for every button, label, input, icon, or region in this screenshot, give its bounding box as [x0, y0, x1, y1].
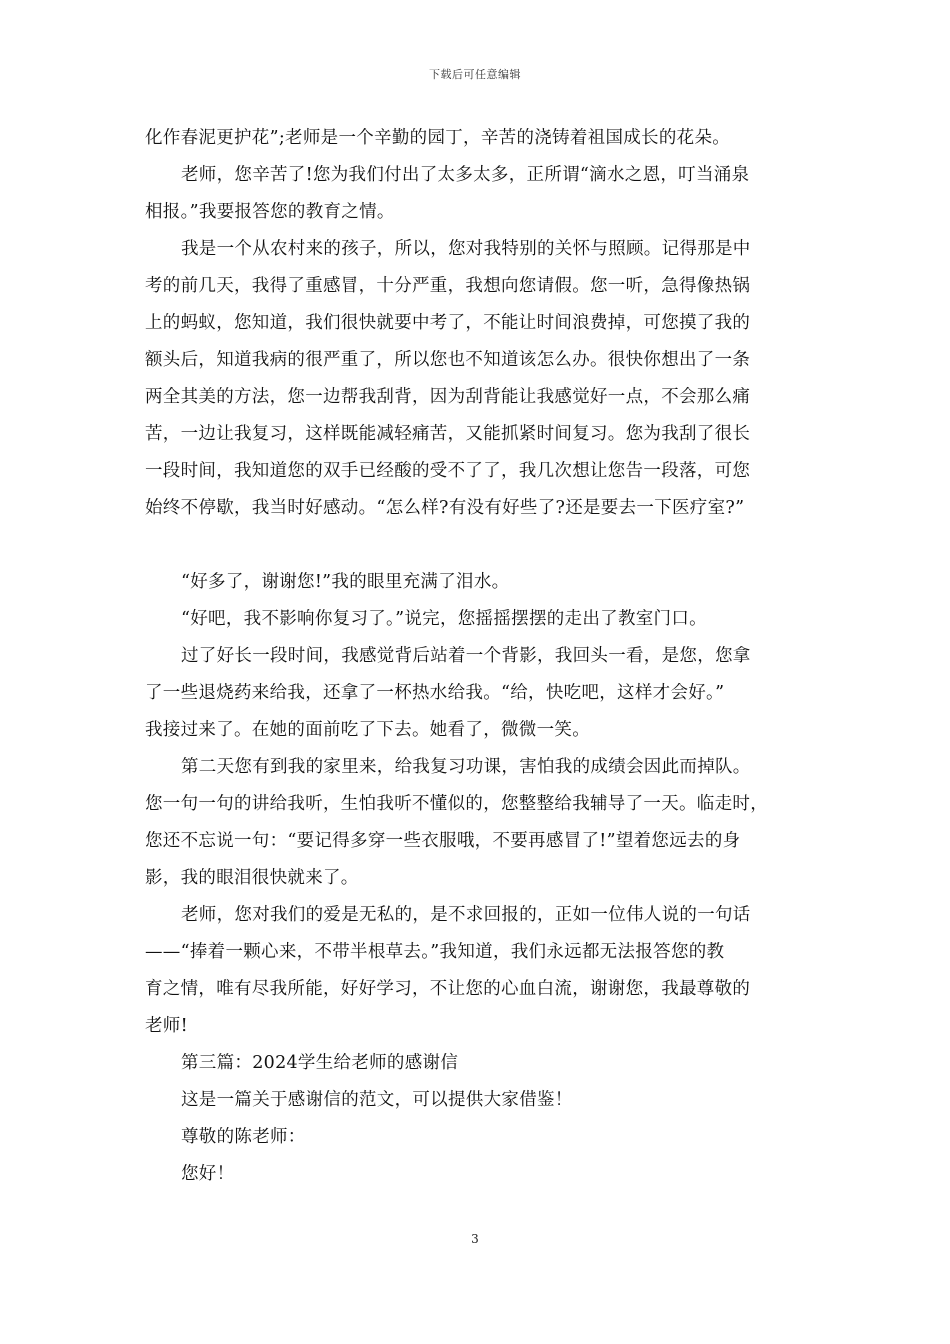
text-line: ——“捧着一颗心来，不带半根草去。”我知道，我们永远都无法报答您的教 [145, 942, 725, 962]
text-line: 过了好长一段时间，我感觉背后站着一个背影，我回头一看，是您，您拿 [181, 646, 751, 666]
paragraph [145, 1119, 810, 1156]
paragraph-gap [145, 527, 810, 564]
text-line: 我接过来了。在她的面前吃了下去。她看了，微微一笑。 [145, 720, 590, 740]
text-line: 化作春泥更护花”;老师是一个辛勤的园丁，辛苦的浇铸着祖国成长的花朵。 [145, 128, 731, 148]
text-line: 第三篇：2024学生给老师的感谢信 [181, 1053, 459, 1073]
paragraph [145, 1045, 810, 1082]
text-line: “好多了，谢谢您!”我的眼里充满了泪水。 [181, 572, 510, 592]
text-line: 相报。”我要报答您的教育之情。 [145, 202, 395, 222]
paragraph [145, 638, 810, 749]
text-line: 第二天您有到我的家里来，给我复习功课，害怕我的成绩会因此而掉队。 [181, 757, 751, 777]
text-line: 育之情，唯有尽我所能，好好学习，不让您的心血白流，谢谢您，我最尊敬的 [145, 979, 751, 999]
text-line: 您还不忘说一句：“要记得多穿一些衣服哦，不要再感冒了!”望着您远去的身 [145, 831, 741, 851]
text-line: 影，我的眼泪很快就来了。 [145, 868, 359, 888]
text-line: 考的前几天，我得了重感冒，十分严重，我想向您请假。您一听，急得像热锅 [145, 276, 751, 296]
page-header: 下载后可任意编辑 [429, 68, 521, 81]
paragraph [145, 897, 810, 1045]
page-number: 3 [471, 1232, 479, 1246]
paragraph [145, 564, 810, 601]
text-line: 您一句一句的讲给我听，生怕我听不懂似的，您整整给我辅导了一天。临走时， [145, 794, 768, 814]
text-line: 您好！ [181, 1164, 235, 1184]
paragraph [145, 601, 810, 638]
text-line: 了一些退烧药来给我，还拿了一杯热水给我。“给，快吃吧，这样才会好。” [145, 683, 725, 703]
paragraph [145, 1082, 810, 1119]
text-line: 老师，您辛苦了!您为我们付出了太多太多，正所谓“滴水之恩，叮当涌泉 [181, 165, 750, 185]
text-line: 始终不停歇，我当时好感动。“怎么样?有没有好些了?还是要去一下医疗室?” [145, 498, 745, 518]
text-line: 两全其美的方法，您一边帮我刮背，因为刮背能让我感觉好一点，不会那么痛 [145, 387, 751, 407]
text-line: “好吧，我不影响你复习了。”说完，您摇摇摆摆的走出了教室门口。 [181, 609, 707, 629]
text-line: 这是一篇关于感谢信的范文，可以提供大家借鉴！ [181, 1090, 573, 1110]
text-line: 老师! [145, 1016, 188, 1036]
text-line: 上的蚂蚁，您知道，我们很快就要中考了，不能让时间浪费掉，可您摸了我的 [145, 313, 751, 333]
paragraph [145, 749, 810, 897]
paragraph [145, 120, 810, 157]
text-line: 我是一个从农村来的孩子，所以，您对我特别的关怀与照顾。记得那是中 [181, 239, 751, 259]
paragraph [145, 157, 810, 231]
paragraph [145, 1156, 810, 1193]
text-line: 老师，您对我们的爱是无私的，是不求回报的，正如一位伟人说的一句话 [181, 905, 751, 925]
text-line: 苦，一边让我复习，这样既能减轻痛苦，又能抓紧时间复习。您为我刮了很长 [145, 424, 751, 444]
text-line: 尊敬的陈老师： [181, 1127, 306, 1147]
document-body [145, 120, 810, 1193]
text-line: 一段时间，我知道您的双手已经酸的受不了了，我几次想让您告一段落，可您 [145, 461, 751, 481]
text-line: 额头后，知道我病的很严重了，所以您也不知道该怎么办。很快你想出了一条 [145, 350, 751, 370]
paragraph [145, 231, 810, 527]
